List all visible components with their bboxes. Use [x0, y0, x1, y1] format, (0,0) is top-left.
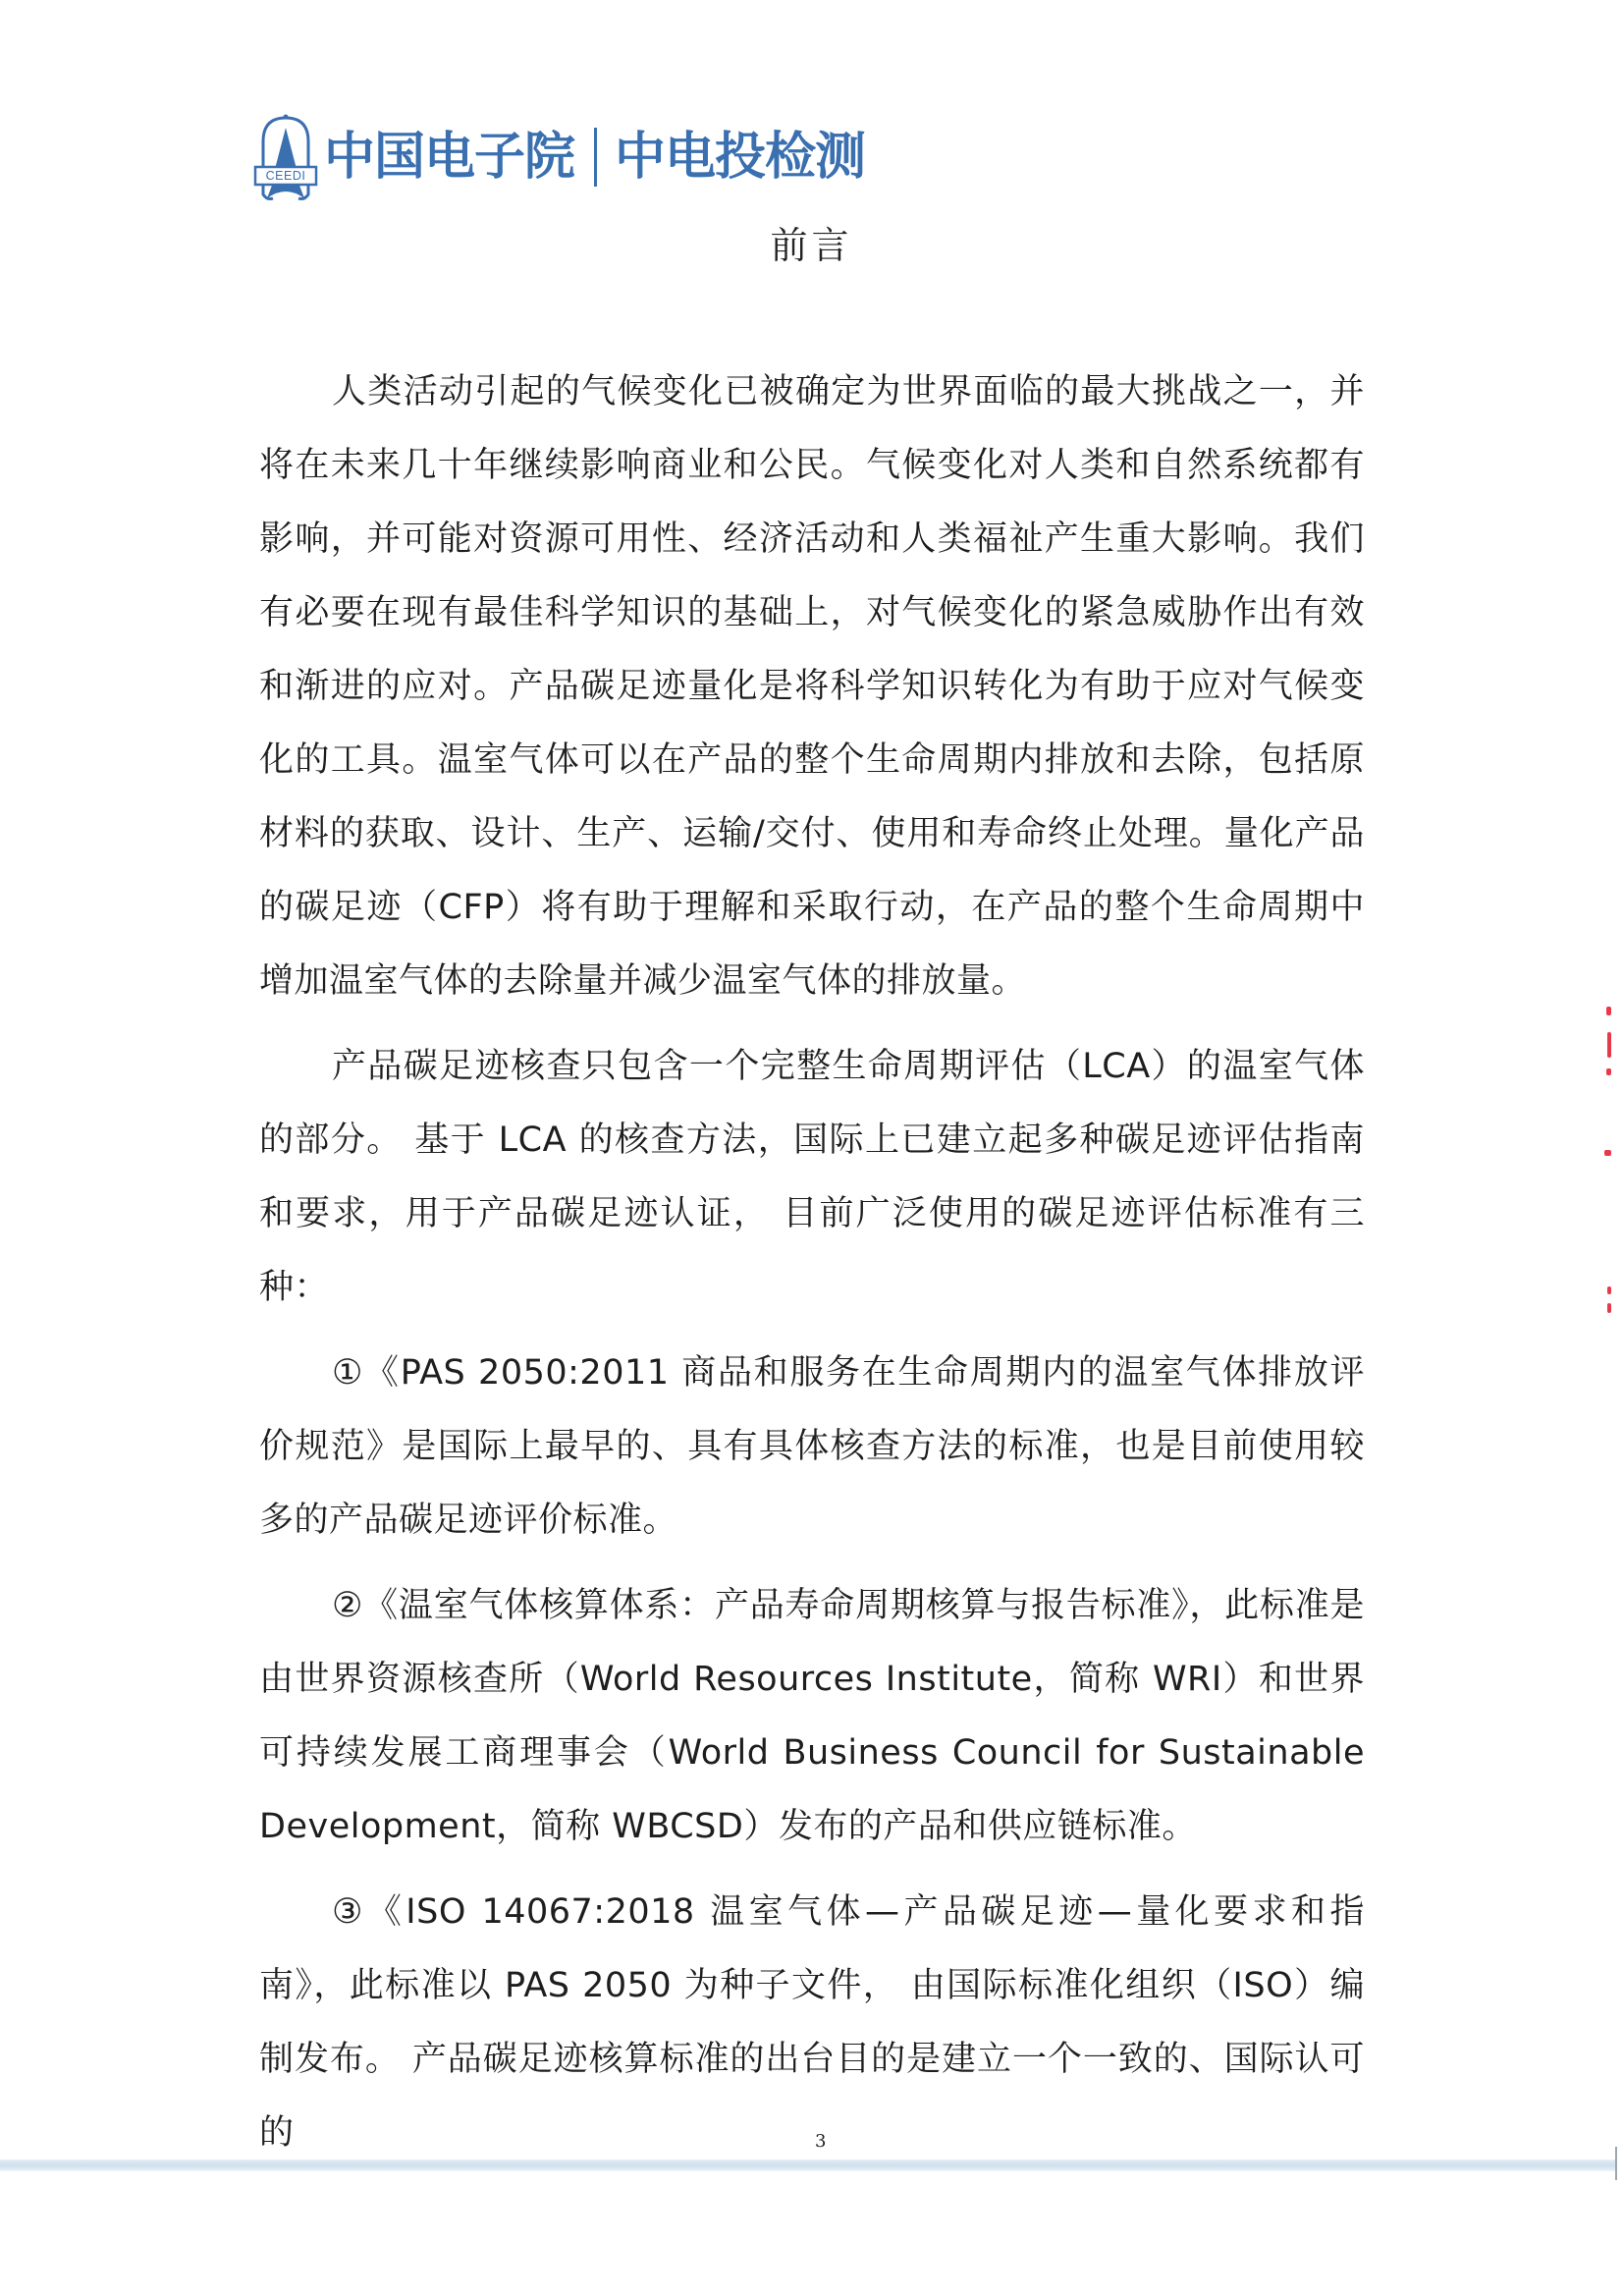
emblem-label: CEEDI [265, 169, 306, 183]
page-title: 前言 [770, 224, 853, 267]
footer-edge-mark [1615, 2147, 1617, 2180]
paragraph-standard-ghg-protocol: ②《温室气体核算体系：产品寿命周期核算与报告标准》，此标准是由世界资源核查所（World Resources Institute，简称 WRI）和世界可持续发展工商理事会（World Business Council for Sustainable Development，简称 WBCSD）发布的产品和供应链标准。 [259, 1586, 1365, 1846]
footer-bar [0, 2159, 1615, 2171]
seal-fragment-mark [1607, 1286, 1611, 1294]
logo-divider [594, 128, 597, 187]
ceedi-emblem-icon [253, 112, 318, 202]
document-body [259, 355, 1365, 2182]
paragraph-cfp-verification: 产品碳足迹核查只包含一个完整生命周期评估（LCA）的温室气体的部分。 基于 LCA 的核查方法，国际上已建立起多种碳足迹评估指南和要求，用于产品碳足迹认证， 目前广泛使用的碳足迹评估标准有三种： [259, 1047, 1365, 1307]
seal-fragment-mark [1606, 1068, 1611, 1075]
org-name: 中国电子院 [324, 128, 575, 187]
sub-org-name: 中电投检测 [615, 128, 866, 187]
paragraph-standard-pas2050: ①《PAS 2050:2011 商品和服务在生命周期内的温室气体排放评价规范》是国际上最早的、具有具体核查方法的标准，也是目前使用较多的产品碳足迹评价标准。 [259, 1353, 1365, 1540]
page-number: 3 [815, 2131, 827, 2152]
seal-fragment-mark [1607, 1303, 1611, 1313]
seal-fragment-mark [1606, 1007, 1611, 1015]
seal-fragment-mark [1604, 1150, 1611, 1156]
paragraph-intro: 人类活动引起的气候变化已被确定为世界面临的最大挑战之一，并将在未来几十年继续影响商业和公民。气候变化对人类和自然系统都有影响，并可能对资源可用性、经济活动和人类福祉产生重大影响。我们有必要在现有最佳科学知识的基础上，对气候变化的紧急威胁作出有效和渐进的应对。产品碳足迹量化是将科学知识转化为有助于应对气候变化的工具。温室气体可以在产品的整个生命周期内排放和去除，包括原材料的获取、设计、生产、运输/交付、使用和寿命终止处理。量化产品的碳足迹（CFP）将有助于理解和采取行动，在产品的整个生命周期中增加温室气体的去除量并减少温室气体的排放量。 [259, 372, 1365, 1001]
seal-fragment-mark [1607, 1032, 1611, 1058]
paragraph-standard-iso14067: ③《ISO 14067:2018 温室气体—产品碳足迹—量化要求和指南》，此标准以 PAS 2050 为种子文件， 由国际标准化组织（ISO）编制发布。 产品碳足迹核算标准的出台目的是建立一个一致的、国际认可的 [259, 1892, 1365, 2153]
header-logo [253, 110, 865, 204]
